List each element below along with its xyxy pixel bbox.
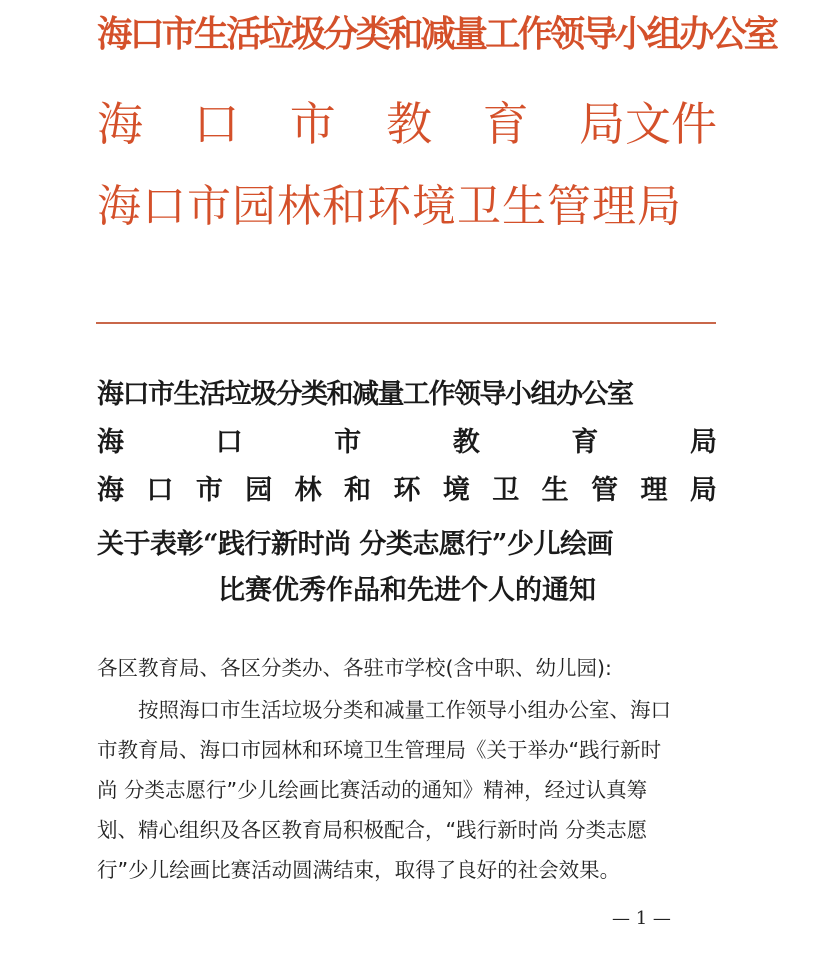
issuer-char: 口 xyxy=(146,475,174,506)
issuer-line-2 xyxy=(97,420,717,459)
issuer-char: 园 xyxy=(245,475,273,506)
issuer-char: 海 xyxy=(97,427,124,458)
letterhead-line-3: 海口市园林和环境卫生管理局 xyxy=(97,181,682,232)
subject-line-1: 关于表彰“践行新时尚 分类志愿行”少儿绘画 xyxy=(97,529,613,560)
letterhead-char: 教 xyxy=(386,97,433,151)
paragraph-line: 市教育局、海口市园林和环境卫生管理局《关于举办“践行新时 xyxy=(97,738,662,762)
issuer-char: 局 xyxy=(689,427,717,458)
letterhead-line-1: 海口市生活垃圾分类和减量工作领导小组办公室 xyxy=(97,13,777,55)
letterhead-char: 育 xyxy=(482,97,529,151)
issuer-line-1: 海口市生活垃圾分类和减量工作领导小组办公室 xyxy=(97,379,633,410)
letterhead-char: 市 xyxy=(289,97,336,151)
issuer-char: 市 xyxy=(334,427,362,458)
issuer-char: 育 xyxy=(571,427,599,458)
body-paragraph xyxy=(97,690,717,890)
paragraph-line: 按照海口市生活垃圾分类和减量工作领导小组办公室、海口 xyxy=(138,698,671,722)
issuer-char: 理 xyxy=(640,475,668,506)
issuer-char: 管 xyxy=(591,475,619,506)
issuer-line-3 xyxy=(97,468,717,507)
salutation: 各区教育局、各区分类办、各驻市学校(含中职、幼儿园): xyxy=(97,656,612,680)
page-number: — 1 — xyxy=(612,908,671,929)
issuer-char: 境 xyxy=(442,475,470,506)
issuer-char: 局 xyxy=(689,475,717,506)
issuer-char: 口 xyxy=(215,427,243,458)
paragraph-line: 行”少儿绘画比赛活动圆满结束，取得了良好的社会效果。 xyxy=(97,858,621,882)
letterhead-char: 海 xyxy=(97,97,143,151)
issuer-char: 生 xyxy=(541,475,569,506)
issuer-char: 和 xyxy=(344,475,372,506)
issuer-char: 教 xyxy=(452,427,480,458)
subject-line-2: 比赛优秀作品和先进个人的通知 xyxy=(218,575,596,606)
issuer-char: 市 xyxy=(195,475,223,506)
issuer-char: 卫 xyxy=(492,475,520,506)
letterhead-char: 局文件 xyxy=(578,97,717,151)
paragraph-line: 划、精心组织及各区教育局积极配合，“践行新时尚 分类志愿 xyxy=(97,818,648,842)
red-divider-rule xyxy=(96,322,716,324)
letterhead-line-2 xyxy=(97,88,717,154)
paragraph-line: 尚 分类志愿行”少儿绘画比赛活动的通知》精神，经过认真筹 xyxy=(97,778,648,802)
issuer-char: 林 xyxy=(294,475,322,506)
letterhead-char: 口 xyxy=(193,97,240,151)
issuer-char: 海 xyxy=(97,475,124,506)
issuer-char: 环 xyxy=(393,475,421,506)
